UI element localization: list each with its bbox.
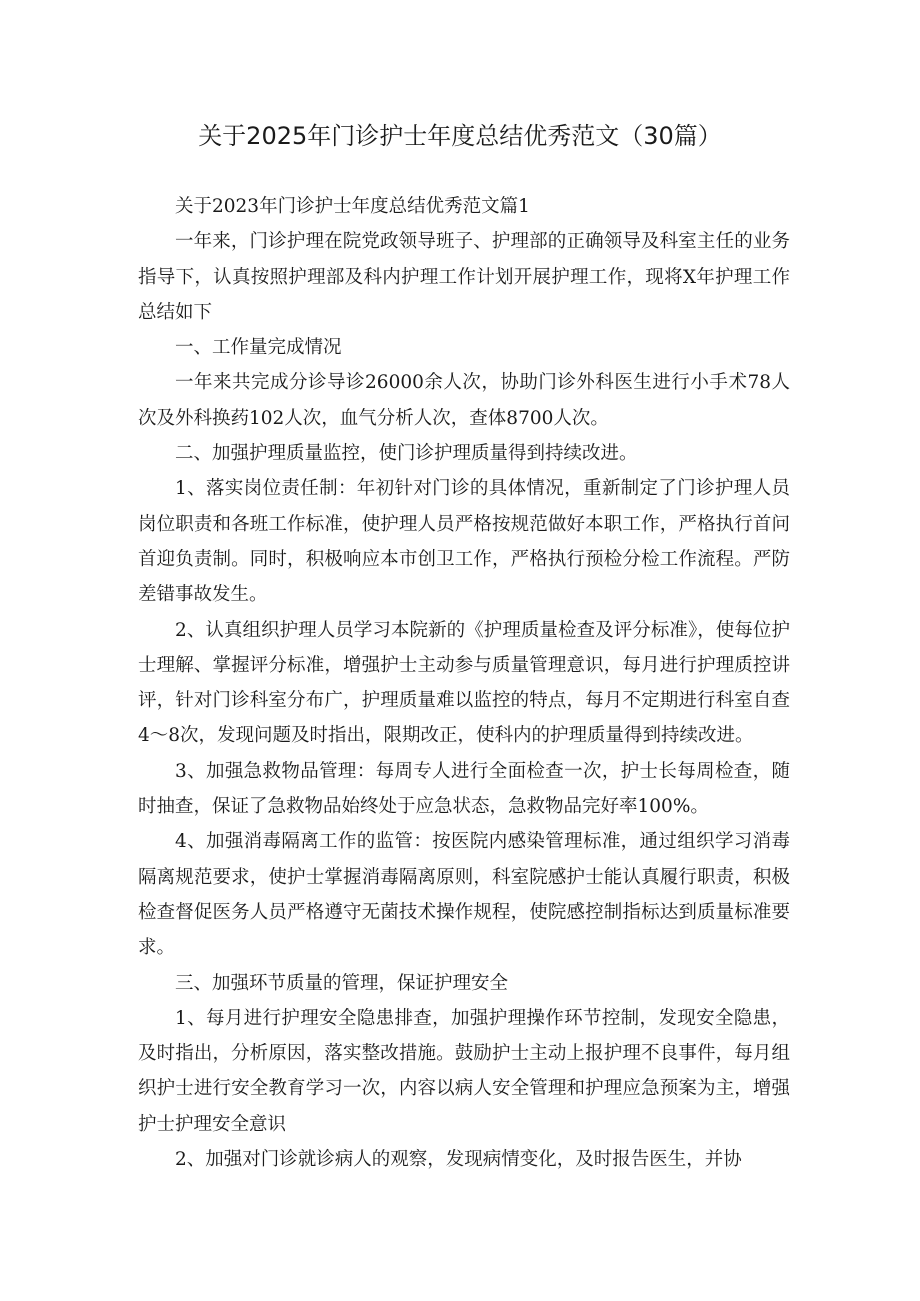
paragraph: 2、加强对门诊就诊病人的观察，发现病情变化，及时报告医生，并协 (175, 1149, 742, 1171)
section-heading: 一、工作量完成情况 (175, 337, 342, 359)
paragraph: 1、每月进行护理安全隐患排查，加强护理操作环节控制，发现安全隐患，及时指出，分析原因，落实整改措施。鼓励护士主动上报护理不良事件，每月组织护士进行安全教育学习一次，内容以病人安全管理和护理应急预案为主，增强护士护理安全意识 (138, 1007, 790, 1135)
paragraph: 4、加强消毒隔离工作的监管：按医院内感染管理标准，通过组织学习消毒隔离规范要求，使护士掌握消毒隔离原则，科室院感护士能认真履行职责，积极检查督促医务人员严格遵守无菌技术操作规程，使院感控制指标达到质量标准要求。 (138, 831, 790, 959)
section-heading: 二、加强护理质量监控，使门诊护理质量得到持续改进。 (175, 443, 638, 465)
section-heading: 三、加强环节质量的管理，保证护理安全 (175, 972, 509, 994)
paragraph-intro: 一年来，门诊护理在院党政领导班子、护理部的正确领导及科室主任的业务指导下，认真按照护理部及科内护理工作计划开展护理工作，现将X年护理工作总结如下 (138, 231, 790, 323)
paragraph: 1、落实岗位责任制：年初针对门诊的具体情况，重新制定了门诊护理人员岗位职责和各班工作标准，使护理人员严格按规范做好本职工作，严格执行首问首迎负责制。同时，积极响应本市创卫工作，严格执行预检分检工作流程。严防差错事故发生。 (138, 478, 790, 606)
document-body (138, 189, 790, 1177)
paragraph: 一年来共完成分诊导诊26000余人次，协助门诊外科医生进行小手术78人次及外科换药102人次，血气分析人次，查体8700人次。 (138, 372, 790, 429)
section-heading: 关于2023年门诊护士年度总结优秀范文篇1 (175, 196, 530, 217)
paragraph: 2、认真组织护理人员学习本院新的《护理质量检查及评分标准》，使每位护士理解、掌握评分标准，增强护士主动参与质量管理意识，每月进行护理质控讲评，针对门诊科室分布广，护理质量难以监控的特点，每月不定期进行科室自查4～8次，发现问题及时指出，限期改正，使科内的护理质量得到持续改进。 (138, 619, 790, 747)
paragraph: 3、加强急救物品管理：每周专人进行全面检查一次，护士长每周检查，随时抽查，保证了急救物品始终处于应急状态，急救物品完好率100%。 (138, 760, 790, 818)
document-title: 关于2025年门诊护士年度总结优秀范文（30篇） (198, 122, 722, 150)
